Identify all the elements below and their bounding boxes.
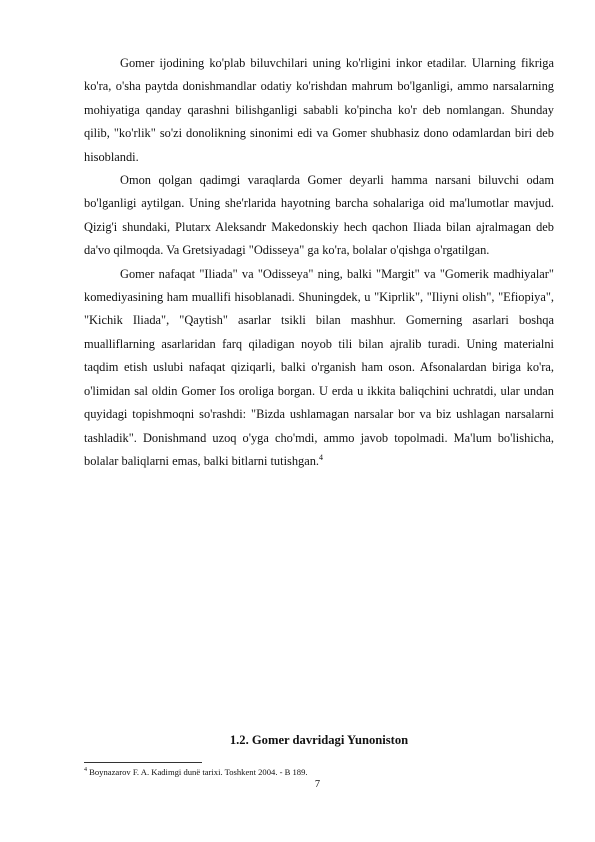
- footnote-text: Boynazarov F. A. Kadimgi dunë tarixi. Toshkent 2004. - B 189.: [89, 767, 308, 777]
- section-heading: 1.2. Gomer davridagi Yunoniston: [229, 733, 409, 747]
- footnote-divider: [84, 762, 202, 763]
- paragraph-3-text: Gomer nafaqat "Iliada" va "Odisseya" ning, balki "Margit" va "Gomerik madhiyalar" komediyasining ham muallifi hisoblanadi. Shuningdek, u "Kiprlik", "Iliyni olish", "Efiopiya", "Kichik Iliada", "Qaytish" asarlar tsikli bilan mashhur. Gomerning asarlari boshqa mualliflarning asarlaridan farq qiladigan noyob tili bilan ajralib turadi. Uning materialni taqdim etish uslubi nafaqat qiziqarli, balki o'rganish ham oson. Afsonalardan biriga ko'ra, o'limidan sal oldin Gomer Ios oroliga borgan. U erda u ikkita baliqchini uchratdi, ular undan quyidagi topishmoqni so'rashdi: "Bizda ushlamagan narsalar bor va biz ushlagan narsalarni tashladik". Donishmand uzoq o'yga cho'mdi, ammo javob topolmadi. Ma'lum bo'lishicha, bolalar baliqlarni emas, balki bitlarni tutishgan.: [84, 266, 554, 468]
- page-number: 7: [314, 779, 321, 790]
- footnote-reference[interactable]: 4: [319, 452, 324, 462]
- paragraph-3: [84, 263, 554, 474]
- footnote-number: 4: [84, 767, 87, 774]
- footnote: [84, 767, 308, 777]
- paragraph-1: Gomer ijodining ko'plab biluvchilari uning ko'rligini inkor etadilar. Ularning fikriga ko'ra, o'sha paytda donishmandlar odatiy ko'rishdan mahrum bo'lganligi, ammo narsalarning mohiyatiga qanday qarashni bilishganligi sababli ko'pincha ko'r deb nomlangan. Shunday qilib, "ko'rlik" so'zi donolikning sinonimi edi va Gomer shubhasiz dono odamlardan biri deb hisoblandi.: [84, 56, 554, 164]
- paragraph-2: Omon qolgan qadimgi varaqlarda Gomer deyarli hamma narsani biluvchi odam bo'lganligi aytilgan. Uning she'rlarida hayotning barcha sohalariga oid ma'lumotlar mavjud. Qizig'i shundaki, Plutarx Aleksandr Makedonskiy hech qachon Iliada bilan ajralmagan deb da'vo qilmoqda. Va Gretsiyadagi "Odisseya" ga ko'ra, bolalar o'qishga o'rgatilgan.: [84, 173, 554, 258]
- document-body: [84, 52, 554, 473]
